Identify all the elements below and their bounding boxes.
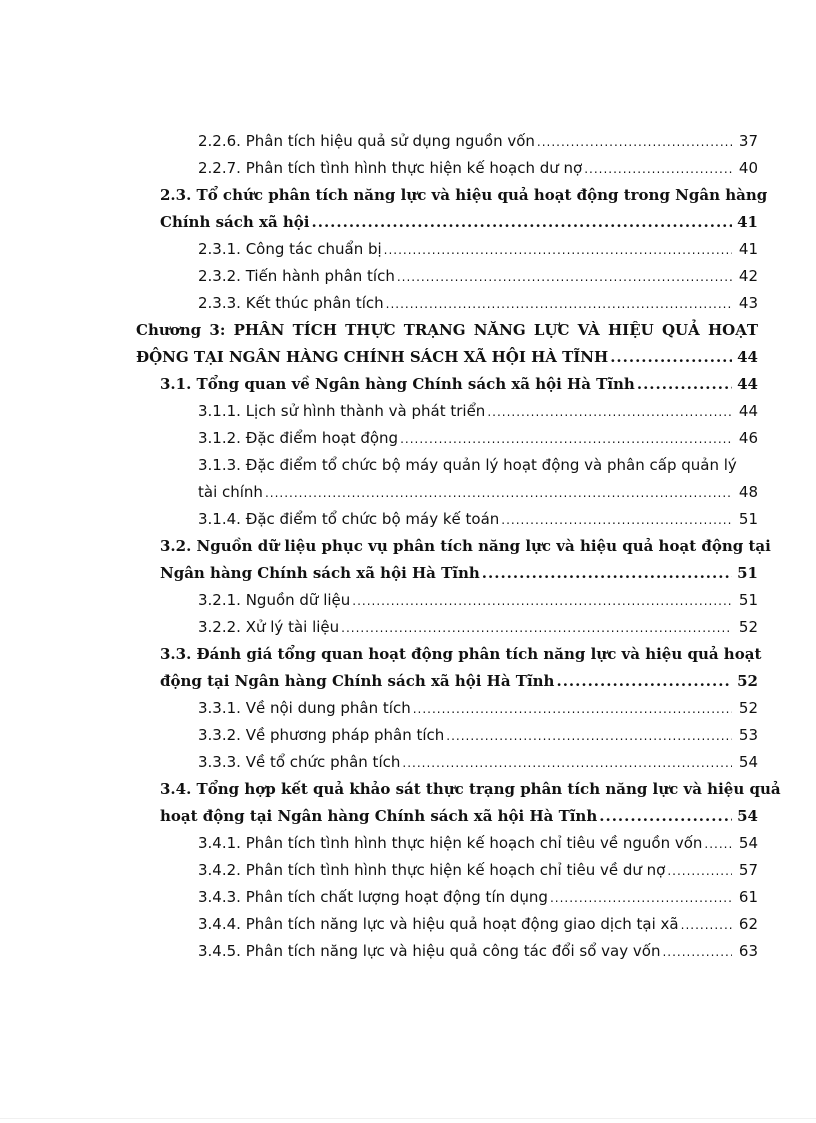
- toc-page-number: 37: [738, 132, 758, 150]
- toc-entry-title: 3.1.3. Đặc điểm tổ chức bộ máy quản lý hoạt động và phân cấp quản lý: [198, 456, 737, 474]
- toc-page-number: 43: [738, 294, 758, 312]
- dot-leader: [662, 939, 732, 965]
- toc-page-number: 51: [738, 510, 758, 528]
- toc-entry-title: 3.3.1. Về nội dung phân tích: [198, 699, 411, 717]
- dot-leader: [341, 615, 732, 641]
- toc-entry-title: 2.3. Tổ chức phân tích năng lực và hiệu quả hoạt động trong Ngân hàng: [160, 186, 768, 204]
- dot-leader: [584, 156, 732, 182]
- toc-entry-title: 3.4. Tổng hợp kết quả khảo sát thực trạng phân tích năng lực và hiệu quả: [160, 780, 781, 798]
- toc-page-number: 63: [738, 942, 758, 960]
- toc-page-number: 54: [738, 753, 758, 771]
- toc-page-number: 61: [738, 888, 758, 906]
- toc-entry-title-cont: Chính sách xã hội: [160, 213, 310, 231]
- toc-page-number: 48: [738, 483, 758, 501]
- toc-page-number: 52: [738, 699, 758, 717]
- toc-page-number: 44: [737, 375, 758, 393]
- toc-chapter-title: Chương 3: PHÂN TÍCH THỰC TRẠNG NĂNG LỰC VÀ HIỆU QUẢ HOẠT: [136, 321, 758, 339]
- toc-entry-title: 3.3.3. Về tổ chức phân tích: [198, 753, 401, 771]
- dot-leader: [400, 426, 732, 452]
- toc-page-number: 40: [738, 159, 758, 177]
- toc-entry-title: 3.3. Đánh giá tổng quan hoạt động phân tích năng lực và hiệu quả hoạt: [160, 645, 762, 663]
- toc-entry-title-cont: Ngân hàng Chính sách xã hội Hà Tĩnh: [160, 564, 480, 582]
- dot-leader: [402, 750, 732, 776]
- toc-entry-title: 3.4.1. Phân tích tình hình thực hiện kế hoạch chỉ tiêu về nguồn vốn: [198, 834, 703, 852]
- toc-entry-title: 3.1.1. Lịch sử hình thành và phát triển: [198, 402, 486, 420]
- toc-page-number: 44: [737, 348, 758, 366]
- dot-leader: [482, 560, 732, 586]
- toc-page-number: 54: [738, 834, 758, 852]
- toc-entry-title: 2.2.6. Phân tích hiệu quả sử dụng nguồn vốn: [198, 132, 535, 150]
- toc-entry-title: 3.4.2. Phân tích tình hình thực hiện kế hoạch chỉ tiêu về dư nợ: [198, 861, 666, 879]
- toc-entry-title: 3.2.2. Xử lý tài liệu: [198, 618, 340, 636]
- toc-page-number: 52: [737, 672, 758, 690]
- dot-leader: [637, 371, 732, 397]
- dot-leader: [704, 831, 732, 857]
- toc-page-number: 42: [738, 267, 758, 285]
- toc-page-number: 62: [738, 915, 758, 933]
- dot-leader: [386, 291, 732, 317]
- toc-entry-title: 3.1.2. Đặc điểm hoạt động: [198, 429, 399, 447]
- toc-page-number: 53: [738, 726, 758, 744]
- toc-page-number: 44: [738, 402, 758, 420]
- toc-entry-title-cont: tài chính: [198, 483, 263, 501]
- toc-entry-title: 3.2.1. Nguồn dữ liệu: [198, 591, 351, 609]
- toc-entry-title-cont: động tại Ngân hàng Chính sách xã hội Hà Tĩnh: [160, 672, 555, 690]
- toc-entry-title: 3.4.5. Phân tích năng lực và hiệu quả công tác đổi sổ vay vốn: [198, 942, 661, 960]
- toc-page-number: 54: [737, 807, 758, 825]
- dot-leader: [556, 668, 732, 694]
- toc-page-number: 41: [738, 240, 758, 258]
- dot-leader: [397, 264, 732, 290]
- toc-page-number: 51: [738, 591, 758, 609]
- page-edge-divider: [0, 1118, 816, 1119]
- toc-entry-title: 3.1.4. Đặc điểm tổ chức bộ máy kế toán: [198, 510, 500, 528]
- toc-entry-title: 2.2.7. Phân tích tình hình thực hiện kế hoạch dư nợ: [198, 159, 583, 177]
- toc-entry-title: 2.3.3. Kết thúc phân tích: [198, 294, 384, 312]
- toc-page-number: 46: [738, 429, 758, 447]
- toc-entry-title: 3.2. Nguồn dữ liệu phục vụ phân tích năng lực và hiệu quả hoạt động tại: [160, 537, 771, 555]
- dot-leader: [265, 480, 732, 506]
- dot-leader: [681, 912, 732, 938]
- dot-leader: [446, 723, 732, 749]
- toc-entry-title: 2.3.1. Công tác chuẩn bị: [198, 240, 382, 258]
- dot-leader: [312, 209, 733, 235]
- toc-entry-title: 3.3.2. Về phương pháp phân tích: [198, 726, 445, 744]
- toc-entry-title: 2.3.2. Tiến hành phân tích: [198, 267, 395, 285]
- toc-entry-title: 3.4.4. Phân tích năng lực và hiệu quả hoạt động giao dịch tại xã: [198, 915, 679, 933]
- toc-chapter-title-cont: ĐỘNG TẠI NGÂN HÀNG CHÍNH SÁCH XÃ HỘI HÀ TĨNH: [136, 348, 609, 366]
- toc-page-number: 51: [737, 564, 758, 582]
- toc-entry-title: 3.1. Tổng quan về Ngân hàng Chính sách xã hội Hà Tĩnh: [160, 375, 635, 393]
- dot-leader: [610, 344, 732, 370]
- toc-entry-title-cont: hoạt động tại Ngân hàng Chính sách xã hội Hà Tĩnh: [160, 807, 598, 825]
- dot-leader: [413, 696, 732, 722]
- dot-leader: [537, 129, 732, 155]
- toc-entry-title: 3.4.3. Phân tích chất lượng hoạt động tín dụng: [198, 888, 548, 906]
- dot-leader: [384, 237, 732, 263]
- toc-page-number: 57: [738, 861, 758, 879]
- toc-page-number: 41: [737, 213, 758, 231]
- dot-leader: [667, 858, 732, 884]
- dot-leader: [599, 803, 732, 829]
- toc-page-number: 52: [738, 618, 758, 636]
- dot-leader: [487, 399, 732, 425]
- dot-leader: [352, 588, 732, 614]
- dot-leader: [550, 885, 732, 911]
- dot-leader: [501, 507, 732, 533]
